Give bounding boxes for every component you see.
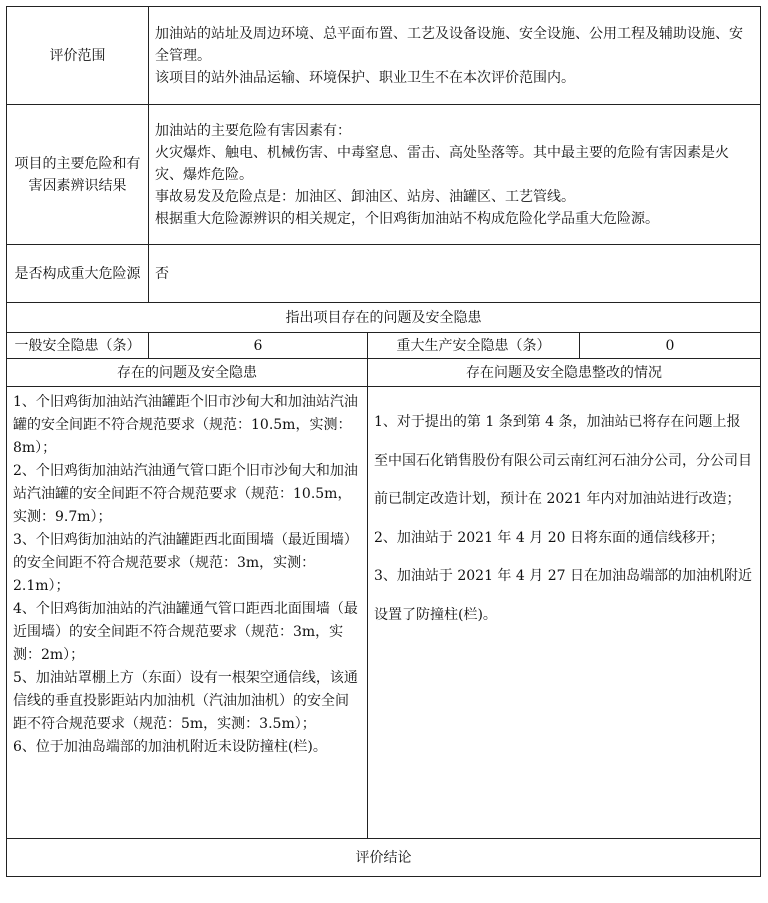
major-hazard-row: [7, 245, 761, 303]
scope-row: [7, 7, 761, 105]
rectification-item: 2、加油站于 2021 年 4 月 20 日将东面的通信线移开；: [374, 529, 724, 546]
issues-column-header: 存在的问题及安全隐患: [7, 359, 368, 387]
major-hazard-value: 否: [149, 245, 761, 303]
issues-row: [7, 387, 761, 839]
conclusion-row: [7, 839, 761, 877]
rectification-item: 3、加油站于 2021 年 4 月 27 日在加油岛端部的加油机附近设置了防撞柱(栏)。: [374, 568, 752, 623]
scope-line: 加油站的站址及周边环境、总平面布置、工艺及设备设施、安全设施、公用工程及辅助设施、安全管理。: [155, 25, 743, 64]
issues-list: [7, 387, 368, 839]
hazards-line: 加油站的主要危险有害因素有：: [155, 122, 351, 139]
major-hazard-count: 0: [580, 333, 761, 359]
conclusion-header: 评价结论: [7, 839, 761, 877]
counts-row: [7, 333, 761, 359]
hazards-row: [7, 105, 761, 245]
issue-item: 1、个旧鸡街加油站汽油罐距个旧市沙甸大和加油站汽油罐的安全间距不符合规范要求（规范：10.5m，实测：8m）；: [13, 394, 358, 456]
issue-item: 5、加油站罩棚上方（东面）设有一根架空通信线，该通信线的垂直投影距站内加油机（汽油加油机）的安全间距不符合规范要求（规范：5m，实测：3.5m）；: [13, 670, 358, 732]
rectification-column-header: 存在问题及安全隐患整改的情况: [368, 359, 761, 387]
rectification-item: 1、对于提出的第 1 条到第 4 条，加油站已将存在问题上报至中国石化销售股份有限公司云南红河石油分公司，分公司目前已制定改造计划，预计在 2021 年内对加油站进行改造；: [374, 414, 752, 507]
scope-line: 该项目的站外油品运输、环境保护、职业卫生不在本次评价范围内。: [155, 69, 575, 86]
hazards-content: [149, 105, 761, 245]
issue-item: 6、位于加油岛端部的加油机附近未设防撞柱(栏)。: [13, 739, 327, 755]
problems-header: 指出项目存在的问题及安全隐患: [7, 303, 761, 333]
general-hazard-label: 一般安全隐患（条）: [7, 333, 149, 359]
major-hazard-label: 是否构成重大危险源: [7, 245, 149, 303]
evaluation-sheet: [6, 6, 760, 877]
evaluation-table: [6, 6, 761, 877]
hazards-label: 项目的主要危险和有害因素辨识结果: [7, 105, 149, 245]
problems-header-row: [7, 303, 761, 333]
issue-item: 4、个旧鸡街加油站的汽油罐通气管口距西北面围墙（最近围墙）的安全间距不符合规范要求（规范：3m，实测：2m）；: [13, 601, 358, 663]
issue-item: 3、个旧鸡街加油站的汽油罐距西北面围墙（最近围墙）的安全间距不符合规范要求（规范：3m，实测：2.1m）；: [13, 532, 358, 594]
issue-item: 2、个旧鸡街加油站汽油通气管口距个旧市沙甸大和加油站汽油罐的安全间距不符合规范要求（规范：10.5m，实测：9.7m）；: [13, 463, 358, 525]
scope-label: 评价范围: [7, 7, 149, 105]
general-hazard-count: 6: [149, 333, 368, 359]
hazards-line: 事故易发及危险点是：加油区、卸油区、站房、油罐区、工艺管线。: [155, 188, 575, 205]
columns-header-row: [7, 359, 761, 387]
major-hazard-count-label: 重大生产安全隐患（条）: [368, 333, 580, 359]
hazards-line: 根据重大危险源辨识的相关规定，个旧鸡街加油站不构成危险化学品重大危险源。: [155, 210, 659, 227]
hazards-line: 火灾爆炸、触电、机械伤害、中毒窒息、雷击、高处坠落等。其中最主要的危险有害因素是火灾、爆炸危险。: [155, 144, 729, 183]
rectification-list: [368, 387, 761, 839]
scope-content: [149, 7, 761, 105]
